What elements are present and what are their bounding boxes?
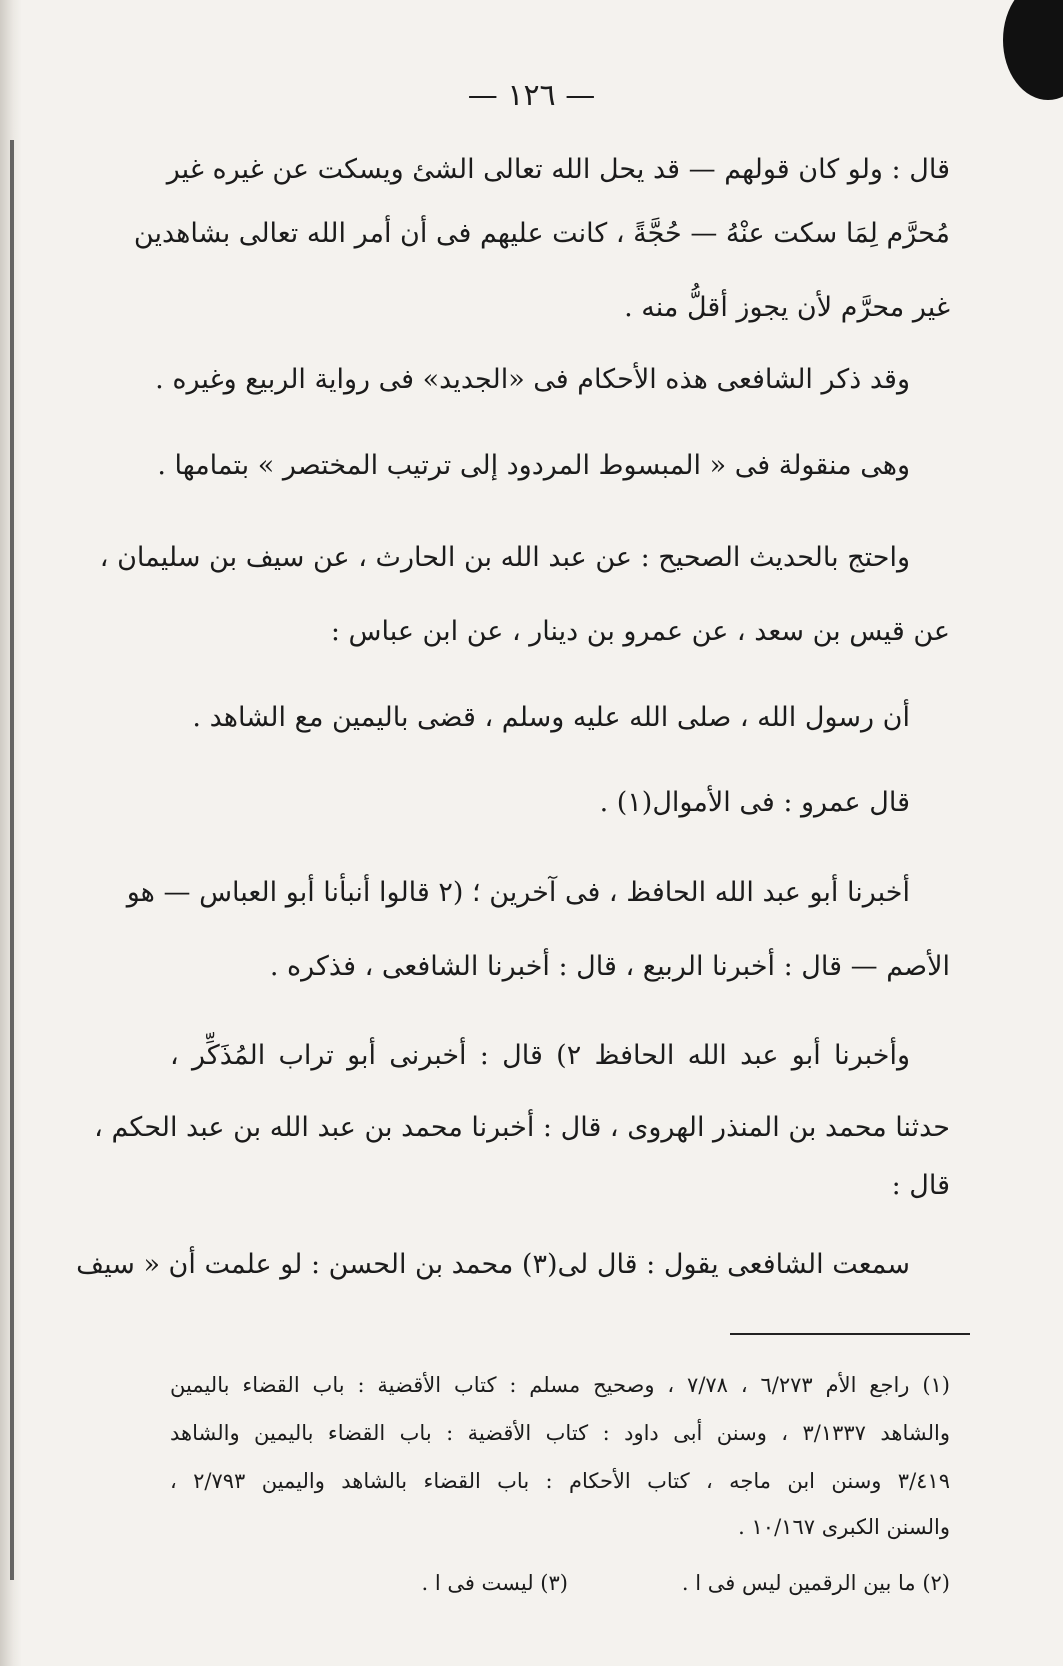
text-line-14: قال :	[891, 1170, 950, 1201]
text-line-12: وأخبرنا أبو عبد الله الحافظ ٢) قال : أخبرنى أبو تراب المُذَكِّر ،	[170, 1040, 910, 1071]
text-line-3: غير محرَّم لأن يجوز أقلُّ منه .	[624, 292, 950, 323]
text-line-4: وقد ذكر الشافعى هذه الأحكام فى «الجديد» فى رواية الربيع وغيره .	[155, 364, 910, 395]
text-line-11: الأصم — قال : أخبرنا الربيع ، قال : أخبرنا الشافعى ، فذكره .	[269, 951, 950, 982]
text-line-8: أن رسول الله ، صلى الله عليه وسلم ، قضى باليمين مع الشاهد .	[192, 702, 910, 733]
text-line-9: قال عمرو : فى الأموال(١) .	[599, 787, 910, 818]
footnote-1-line-1: (١) راجع الأم ٦/٢٧٣ ، ٧/٧٨ ، وصحيح مسلم : كتاب الأقضية : باب القضاء باليمين	[170, 1373, 950, 1397]
footnote-1-line-2: والشاهد ٣/١٣٣٧ ، وسنن أبى داود : كتاب الأقضية : باب القضاء باليمين والشاهد	[170, 1421, 950, 1445]
page-number: — ١٢٦ —	[467, 78, 596, 113]
footnote-2: (٢) ما بين الرقمين ليس فى ا .	[681, 1571, 950, 1595]
text-line-2: مُحرَّم لِمَا سكت عنْهُ — حُجَّةً ، كانت عليهم فى أن أمر الله تعالى بشاهدين	[133, 218, 950, 249]
text-line-5: وهى منقولة فى « المبسوط المردود إلى ترتيب المختصر » بتمامها .	[157, 450, 910, 481]
footnote-3: (٣) ليست فى ا .	[421, 1571, 568, 1595]
text-line-6: واحتج بالحديث الصحيح : عن عبد الله بن الحارث ، عن سيف بن سليمان ،	[99, 542, 910, 573]
text-line-1: قال : ولو كان قولهم — قد يحل الله تعالى الشئ ويسكت عن غيره غير	[166, 154, 950, 185]
footnote-separator	[730, 1333, 970, 1335]
text-line-15: سمعت الشافعى يقول : قال لى(٣) محمد بن الحسن : لو علمت أن « سيف	[76, 1249, 910, 1280]
binding-line	[10, 140, 14, 1580]
text-line-10: أخبرنا أبو عبد الله الحافظ ، فى آخرين ؛ (٢ قالوا أنبأنا أبو العباس — هو	[126, 877, 910, 908]
text-line-7: عن قيس بن سعد ، عن عمرو بن دينار ، عن ابن عباس :	[330, 616, 950, 647]
footnote-1-line-3: ٣/٤١٩ وسنن ابن ماجه ، كتاب الأحكام : باب القضاء بالشاهد واليمين ٢/٧٩٣ ،	[170, 1469, 950, 1493]
footnote-1-line-4: والسنن الكبرى ١٠/١٦٧ .	[738, 1515, 950, 1539]
text-line-13: حدثنا محمد بن المنذر الهروى ، قال : أخبرنا محمد بن عبد الله بن عبد الحكم ،	[94, 1112, 950, 1143]
